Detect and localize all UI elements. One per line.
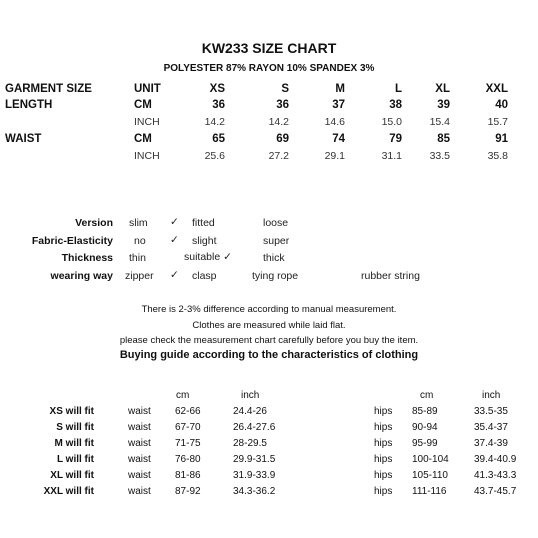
guide-hips-inch: 41.3-43.3 <box>474 470 517 481</box>
chart-title: KW233 SIZE CHART <box>201 40 337 56</box>
guide-size-label: M will fit <box>54 438 94 449</box>
guide-hips-inch: 35.4-37 <box>474 422 508 433</box>
size-header-xxl: XXL <box>485 83 508 95</box>
property-option: no <box>134 235 146 247</box>
property-option: clasp <box>192 270 217 282</box>
check-icon: ✓ <box>170 216 179 228</box>
size-header-xl: XL <box>435 83 450 95</box>
table-cell: 36 <box>276 99 289 111</box>
note-line: please check the measurement chart carefully before you buy the item. <box>119 335 419 346</box>
guide-waist-label: waist <box>128 438 151 449</box>
size-header-m: M <box>335 83 345 95</box>
garment-size-header: GARMENT SIZE <box>5 83 92 95</box>
table-cell: 74 <box>332 133 345 145</box>
guide-waist-inch: 34.3-36.2 <box>233 486 276 497</box>
property-option: tying rope <box>252 270 299 282</box>
guide-waist-cm: 87-92 <box>175 486 201 497</box>
guide-waist-label: waist <box>128 454 151 465</box>
guide-waist-inch: 29.9-31.5 <box>233 454 276 465</box>
table-cell: 35.8 <box>487 150 508 162</box>
guide-hips-inch: 37.4-39 <box>474 438 508 449</box>
thickness-label: Thickness <box>61 252 113 264</box>
size-header-xs: XS <box>209 83 225 95</box>
guide-waist-inch: 26.4-27.6 <box>233 422 276 433</box>
table-cell: 14.2 <box>204 116 225 128</box>
length-label: LENGTH <box>5 99 53 111</box>
table-cell: 25.6 <box>204 150 225 162</box>
check-icon: ✓ <box>170 234 179 246</box>
wearing-way-label: wearing way <box>50 270 113 282</box>
size-header-l: L <box>394 83 402 95</box>
fabric-elasticity-label: Fabric-Elasticity <box>31 235 113 247</box>
guide-hips-label: hips <box>374 406 393 417</box>
buying-guide-title: Buying guide according to the characteristics of clothing <box>119 349 419 361</box>
table-cell: 85 <box>437 133 450 145</box>
guide-hips-cm: 90-94 <box>412 422 438 433</box>
guide-cm-header: cm <box>176 390 190 401</box>
unit-inch: INCH <box>134 150 160 162</box>
guide-hips-cm: 85-89 <box>412 406 438 417</box>
table-cell: 31.1 <box>381 150 402 162</box>
guide-size-label: L will fit <box>56 454 94 465</box>
guide-waist-cm: 76-80 <box>175 454 201 465</box>
guide-hips-label: hips <box>374 470 393 481</box>
table-cell: 37 <box>332 99 345 111</box>
guide-waist-cm: 67-70 <box>175 422 201 433</box>
property-option: rubber string <box>361 270 420 282</box>
property-option: slight <box>192 235 217 247</box>
check-icon: ✓ <box>170 269 179 281</box>
table-cell: 15.4 <box>429 116 450 128</box>
table-cell: 14.2 <box>268 116 289 128</box>
note-line: Clothes are measured while laid flat. <box>192 320 346 331</box>
property-option: fitted <box>192 217 215 229</box>
guide-hips-cm: 95-99 <box>412 438 438 449</box>
table-cell: 65 <box>212 133 225 145</box>
guide-waist-inch: 28-29.5 <box>233 438 267 449</box>
table-cell: 39 <box>437 99 450 111</box>
size-header-s: S <box>281 83 289 95</box>
table-cell: 36 <box>212 99 225 111</box>
guide-size-label: S will fit <box>56 422 94 433</box>
property-option: slim <box>129 217 148 229</box>
fabric-composition: POLYESTER 87% RAYON 10% SPANDEX 3% <box>163 63 375 74</box>
table-cell: 69 <box>276 133 289 145</box>
guide-waist-inch: 24.4-26 <box>233 406 267 417</box>
guide-waist-label: waist <box>128 470 151 481</box>
guide-waist-label: waist <box>128 406 151 417</box>
guide-waist-cm: 81-86 <box>175 470 201 481</box>
table-cell: 33.5 <box>429 150 450 162</box>
guide-hips-label: hips <box>374 438 393 449</box>
guide-hips-cm: 111-116 <box>412 486 447 497</box>
guide-waist-label: waist <box>128 422 151 433</box>
guide-hips-label: hips <box>374 486 393 497</box>
table-cell: 40 <box>495 99 508 111</box>
table-cell: 14.6 <box>324 116 345 128</box>
table-cell: 27.2 <box>268 150 289 162</box>
guide-size-label: XL will fit <box>50 470 94 481</box>
property-option: super <box>263 235 290 247</box>
guide-size-label: XXL will fit <box>43 486 94 497</box>
unit-inch: INCH <box>134 116 160 128</box>
guide-size-label: XS will fit <box>49 406 94 417</box>
guide-hips-inch: 33.5-35 <box>474 406 508 417</box>
guide-waist-inch: 31.9-33.9 <box>233 470 276 481</box>
guide-hips-inch: 43.7-45.7 <box>474 486 517 497</box>
unit-cm: CM <box>134 99 152 111</box>
guide-waist-label: waist <box>128 486 151 497</box>
version-label: Version <box>75 217 113 229</box>
property-option: loose <box>263 217 289 229</box>
guide-inch-header: inch <box>241 390 260 401</box>
property-option: thick <box>263 252 285 264</box>
property-option: zipper <box>125 270 154 282</box>
guide-cm-header: cm <box>420 390 434 401</box>
table-cell: 15.7 <box>487 116 508 128</box>
guide-hips-label: hips <box>374 422 393 433</box>
guide-waist-cm: 62-66 <box>175 406 201 417</box>
unit-cm: CM <box>134 133 152 145</box>
table-cell: 91 <box>495 133 508 145</box>
property-option: suitable ✓ <box>184 251 232 263</box>
property-option: thin <box>129 252 146 264</box>
guide-hips-inch: 39.4-40.9 <box>474 454 517 465</box>
unit-header: UNIT <box>134 83 161 95</box>
table-cell: 79 <box>389 133 402 145</box>
guide-waist-cm: 71-75 <box>175 438 201 449</box>
guide-hips-cm: 100-104 <box>412 454 449 465</box>
note-line: There is 2-3% difference according to manual measurement. <box>141 304 397 315</box>
guide-hips-cm: 105-110 <box>412 470 448 481</box>
table-cell: 38 <box>389 99 402 111</box>
guide-hips-label: hips <box>374 454 393 465</box>
table-cell: 29.1 <box>324 150 345 162</box>
table-cell: 15.0 <box>381 116 402 128</box>
waist-label: WAIST <box>5 133 42 145</box>
guide-inch-header: inch <box>482 390 501 401</box>
